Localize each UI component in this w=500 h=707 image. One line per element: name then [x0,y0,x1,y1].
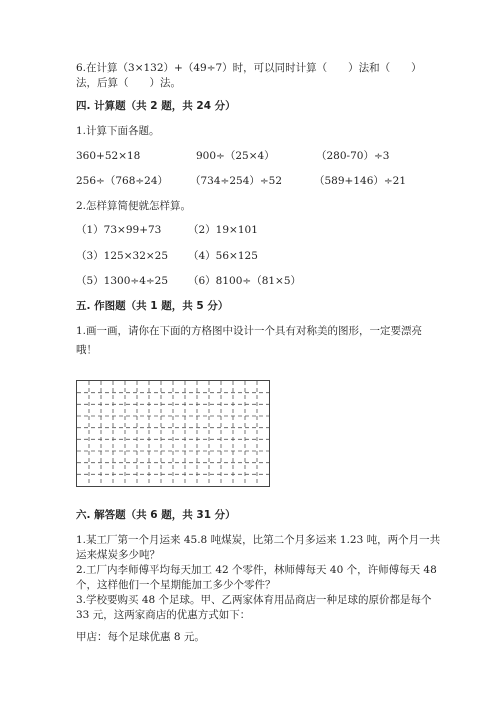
calc-item-4: 256÷（768÷24） [76,175,169,187]
calc-item-6: （589+146）÷21 [314,175,407,187]
q6-line2: 法，后算（ ）法。 [76,77,181,89]
calc-item-2: 900÷（25×4） [196,150,275,162]
drawing-grid[interactable] [76,380,270,487]
section6-heading: 六. 解答题（共 6 题，共 31 分） [76,509,236,521]
simplify-item-5: （5）1300÷4÷25 [76,275,169,287]
section4-heading: 四. 计算题（共 2 题，共 24 分） [76,100,236,112]
section5-q1-line2: 哦！ [76,344,97,356]
calc-item-1: 360+52×18 [76,150,141,162]
calc-item-5: （734÷254）÷52 [190,175,283,187]
q6-line1: 6.在计算（3×132）+（49÷7）时，可以同时计算（ ）法和（ ） [76,62,422,74]
simplify-item-6: （6）8100÷（81×5） [188,275,302,287]
section6-line-5: 3.学校要购买 48 个足球。甲、乙两家体育用品商店一种足球的原价都是每个 [76,594,432,606]
section4-q1-label: 1.计算下面各题。 [76,125,160,137]
calc-item-3: （280-70）÷3 [316,150,390,162]
simplify-item-4: （4）56×125 [188,250,258,262]
section6-line-1: 1.某工厂第一个月运来 45.8 吨煤炭，比第二个月多运来 1.23 吨，两个月一共 [76,534,441,546]
dotted-grid-lines [77,381,269,486]
section6-shop-a: 甲店：每个足球优惠 8 元。 [76,631,205,643]
section6-line-3: 2.工厂内李师傅平均每天加工 42 个零件，林师傅每天 40 个，许师傅每天 48 [76,564,437,576]
simplify-item-3: （3）125×32×25 [76,250,169,262]
section6-line-4: 个，这样他们一个星期能加工多少个零件？ [76,579,276,591]
simplify-item-2: （2）19×101 [188,224,258,236]
section4-q2-label: 2.怎样算简便就怎样算。 [76,200,192,212]
section5-q1-line1: 1.画一画，请你在下面的方格图中设计一个具有对称美的图形，一定要漂亮 [76,325,423,337]
section6-line-2: 运来煤炭多少吨？ [76,549,160,561]
simplify-item-1: （1）73×99+73 [76,224,162,236]
section5-heading: 五. 作图题（共 1 题，共 5 分） [76,300,229,312]
section6-line-6: 33 元，这两家商店的优惠方式如下： [76,609,251,621]
